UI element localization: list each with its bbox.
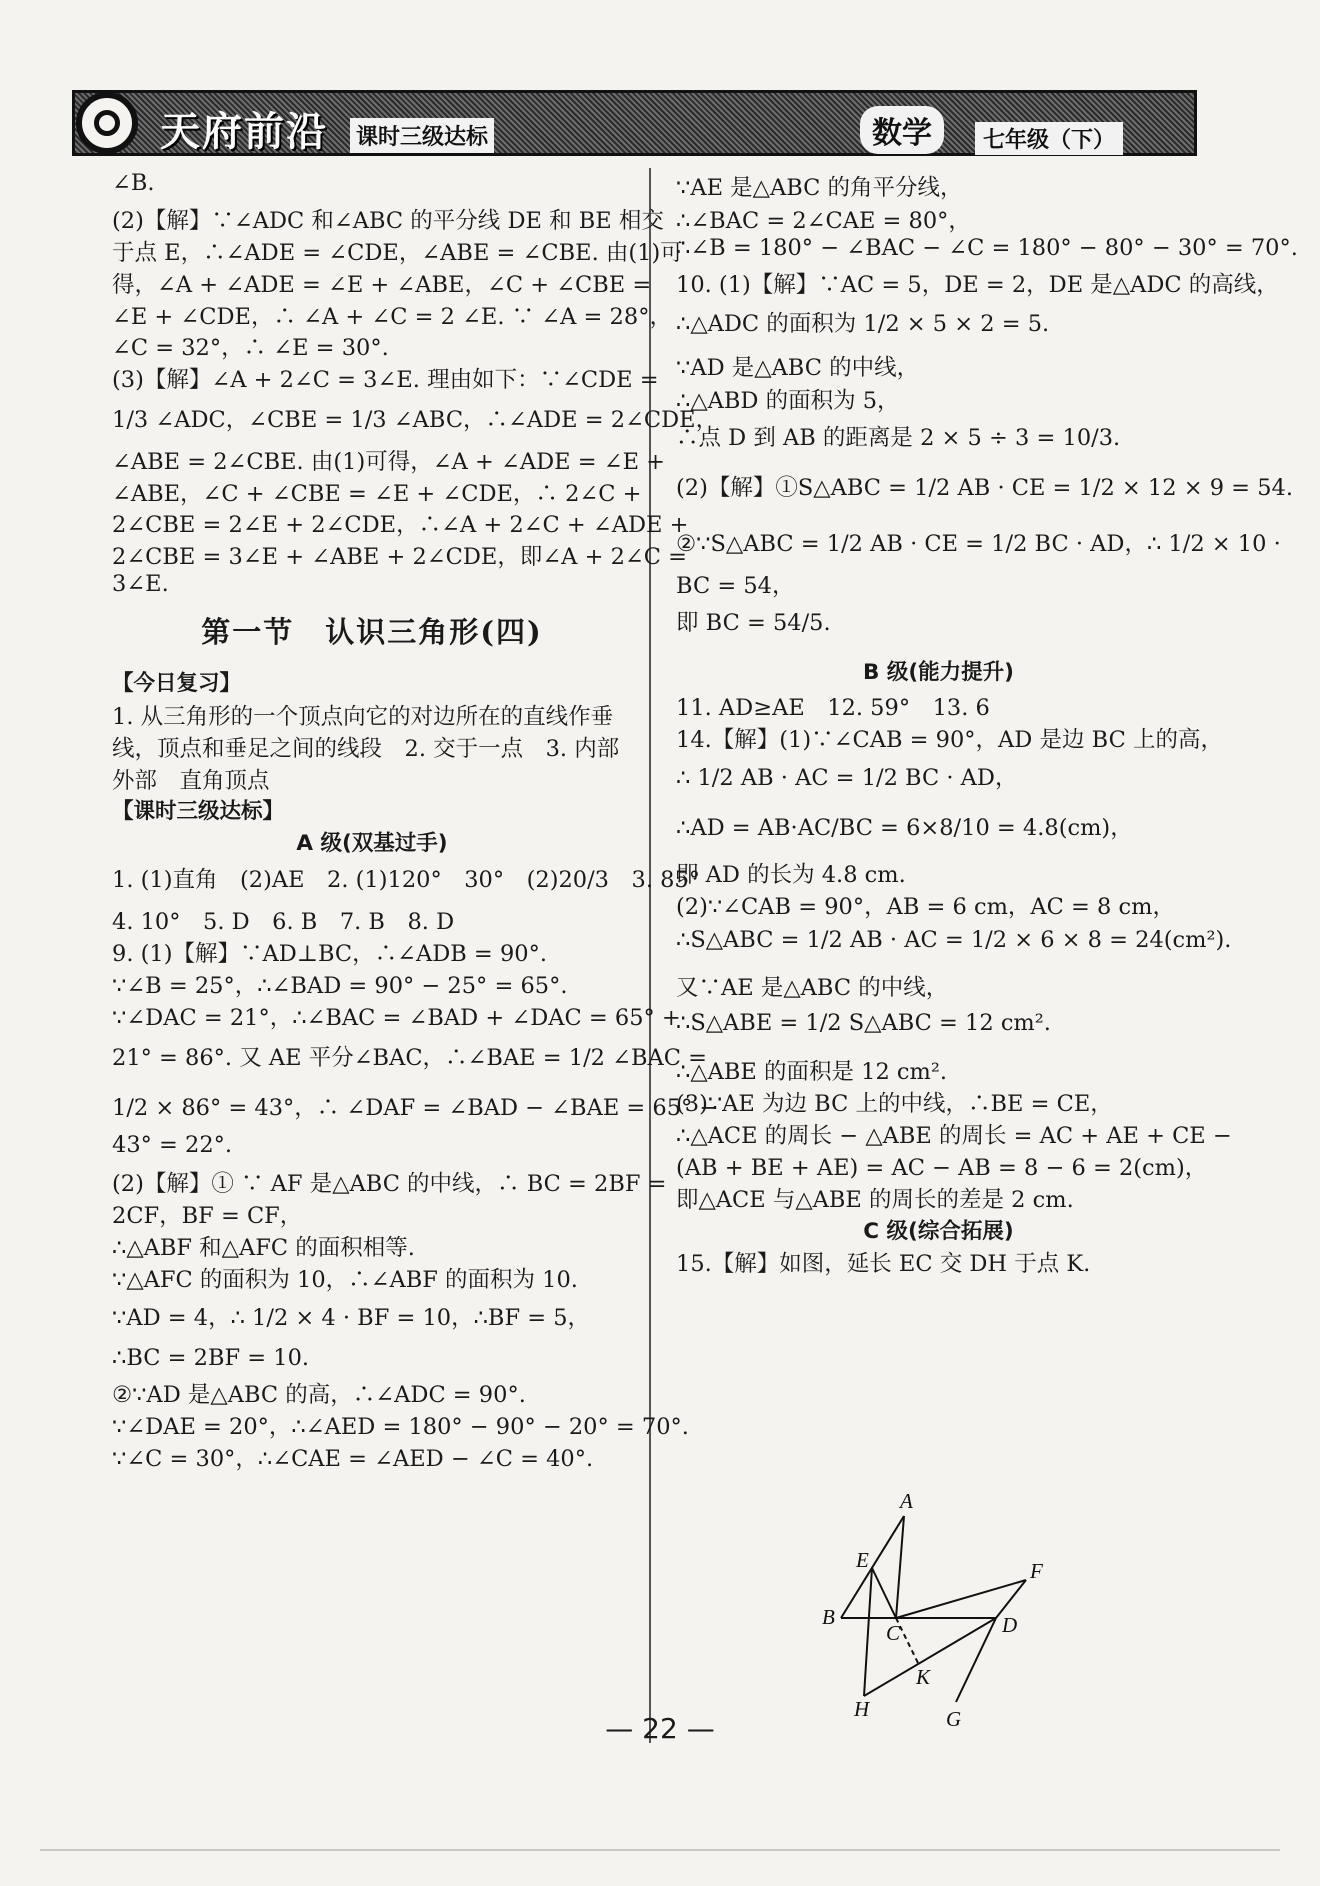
text-line: ∴△ABD 的面积为 5， — [676, 388, 900, 414]
text-line: ∴BC = 2BF = 10. — [112, 1345, 310, 1371]
text-line: 又∵AE 是△ABC 的中线， — [676, 975, 949, 1001]
text-line: ∵∠C = 30°，∴∠CAE = ∠AED − ∠C = 40°. — [112, 1446, 594, 1472]
text-line: 14.【解】(1)∵∠CAB = 90°，AD 是边 BC 上的高， — [676, 727, 1223, 753]
text-line: (AB + BE + AE) = AC − AB = 8 − 6 = 2(cm)， — [676, 1155, 1208, 1181]
geometry-figure — [816, 1486, 1066, 1736]
level-c-heading: C 级(综合拓展) — [863, 1219, 1014, 1244]
text-line: ∠B. — [112, 170, 155, 196]
point-label: H — [854, 1697, 870, 1721]
point-label: C — [886, 1621, 901, 1645]
text-line: (2)∵∠CAB = 90°，AB = 6 cm，AC = 8 cm， — [676, 894, 1175, 920]
text-line: ∴S△ABE = 1/2 S△ABC = 12 cm². — [676, 1010, 1051, 1036]
text-line: ∴ 1/2 AB · AC = 1/2 BC · AD， — [676, 765, 1018, 791]
text-line: 10. (1)【解】∵AC = 5，DE = 2，DE 是△ADC 的高线， — [676, 272, 1279, 298]
footer-rule — [40, 1849, 1280, 1851]
text-line: ∴∠BAC = 2∠CAE = 80°， — [676, 208, 971, 234]
text-line: ∵∠DAC = 21°，∴∠BAC = ∠BAD + ∠DAC = 65° + — [112, 1005, 681, 1031]
text-line: ∴AD = AB·AC/BC = 6×8/10 = 4.8(cm)， — [676, 815, 1133, 841]
point-label: E — [856, 1548, 869, 1572]
page-number: — 22 — — [605, 1712, 715, 1745]
text-line: 线，顶点和垂足之间的线段 2. 交于一点 3. 内部 — [112, 736, 620, 762]
text-line: ∴△ABF 和△AFC 的面积相等. — [112, 1235, 415, 1261]
brand-title: 天府前沿 — [160, 109, 328, 155]
text-line: 1/3 ∠ADC，∠CBE = 1/3 ∠ABC，∴∠ADE = 2∠CDE， — [112, 407, 719, 433]
text-line: 即△ACE 与△ABE 的周长的差是 2 cm. — [676, 1187, 1074, 1213]
point-label: A — [900, 1489, 913, 1513]
text-line: (2)【解】① ∵ AF 是△ABC 的中线，∴ BC = 2BF = — [112, 1171, 667, 1197]
text-line: 2∠CBE = 2∠E + 2∠CDE，∴∠A + 2∠C + ∠ADE + — [112, 512, 689, 538]
text-line: ∴点 D 到 AB 的距离是 2 × 5 ÷ 3 = 10/3. — [676, 425, 1121, 451]
text-line: ∵△AFC 的面积为 10，∴∠ABF 的面积为 10. — [112, 1267, 578, 1293]
section-title: 第一节 认识三角形(四) — [201, 615, 543, 649]
text-line: 外部 直角顶点 — [112, 768, 270, 794]
review-heading: 【今日复习】 — [112, 671, 242, 696]
text-line: ∵AD = 4，∴ 1/2 × 4 · BF = 10，∴BF = 5， — [112, 1305, 591, 1331]
level-a-heading: A 级(双基过手) — [296, 831, 448, 856]
text-line: ∴∠B = 180° − ∠BAC − ∠C = 180° − 80° − 30° = 70°. — [676, 235, 1298, 261]
level-b-heading: B 级(能力提升) — [862, 660, 1015, 685]
segment-ab — [841, 1516, 904, 1618]
segment-eh — [864, 1568, 872, 1696]
text-line: 15.【解】如图，延长 EC 交 DH 于点 K. — [676, 1251, 1091, 1277]
text-line: 1. 从三角形的一个顶点向它的对边所在的直线作垂 — [112, 704, 614, 730]
text-line: 21° = 86°. 又 AE 平分∠BAC，∴∠BAE = 1/2 ∠BAC = — [112, 1045, 707, 1071]
text-line: ∠E + ∠CDE，∴ ∠A + ∠C = 2 ∠E. ∵ ∠A = 28°， — [112, 304, 672, 330]
subject-label: 数学 — [860, 106, 944, 154]
text-line: ∠ABE = 2∠CBE. 由(1)可得，∠A + ∠ADE = ∠E + — [112, 449, 665, 475]
practice-heading: 【课时三级达标】 — [112, 799, 285, 824]
text-line: ∴S△ABC = 1/2 AB · AC = 1/2 × 6 × 8 = 24(cm²). — [676, 927, 1232, 953]
grade-label: 七年级（下） — [975, 122, 1123, 155]
text-line: 即 BC = 54/5. — [676, 610, 831, 636]
text-line: ②∵S△ABC = 1/2 AB · CE = 1/2 BC · AD，∴ 1/2 × 10 · — [676, 531, 1281, 557]
text-line: (3)【解】∠A + 2∠C = 3∠E. 理由如下：∵∠CDE = — [112, 367, 659, 393]
text-line: 即 AD 的长为 4.8 cm. — [676, 862, 906, 888]
text-line: 1. (1)直角 (2)AE 2. (1)120° 30° (2)20/3 3. 85° — [112, 867, 700, 893]
text-line: ②∵AD 是△ABC 的高，∴∠ADC = 90°. — [112, 1382, 526, 1408]
text-line: ∴△ACE 的周长 − △ABE 的周长 = AC + AE + CE − — [676, 1123, 1232, 1149]
target-logo-icon — [76, 92, 138, 154]
point-label: K — [916, 1665, 931, 1689]
series-title: 课时三级达标 — [350, 118, 494, 153]
text-line: ∵∠B = 25°，∴∠BAD = 90° − 25° = 65°. — [112, 973, 568, 999]
text-line: (2)【解】∵∠ADC 和∠ABC 的平分线 DE 和 BE 相交 — [112, 208, 664, 234]
point-label: G — [946, 1707, 962, 1731]
text-line: ∵AE 是△ABC 的角平分线， — [676, 175, 963, 201]
text-line: ∠C = 32°，∴ ∠E = 30°. — [112, 335, 389, 361]
text-line: 3∠E. — [112, 571, 169, 597]
point-label: B — [822, 1605, 835, 1629]
point-label: D — [1002, 1613, 1018, 1637]
text-line: 9. (1)【解】∵AD⊥BC，∴∠ADB = 90°. — [112, 941, 547, 967]
text-line: (3)∵AE 为边 BC 上的中线，∴BE = CE， — [676, 1091, 1113, 1117]
segment-ac — [896, 1516, 904, 1618]
text-line: ∴△ABE 的面积是 12 cm². — [676, 1059, 948, 1085]
text-line: 11. AD≥AE 12. 59° 13. 6 — [676, 695, 990, 721]
text-line: ∴△ADC 的面积为 1/2 × 5 × 2 = 5. — [676, 311, 1050, 337]
text-line: ∵∠DAE = 20°，∴∠AED = 180° − 90° − 20° = 70°. — [112, 1414, 689, 1440]
point-label: F — [1030, 1559, 1043, 1583]
text-line: ∵AD 是△ABC 的中线， — [676, 355, 920, 381]
text-line: (2)【解】①S△ABC = 1/2 AB · CE = 1/2 × 12 × 9 = 54. — [676, 475, 1293, 501]
text-line: ∠ABE，∠C + ∠CBE = ∠E + ∠CDE，∴ 2∠C + — [112, 481, 642, 507]
segment-ec — [872, 1568, 896, 1618]
text-line: 2∠CBE = 3∠E + ∠ABE + 2∠CDE，即∠A + 2∠C = — [112, 544, 687, 570]
text-line: 1/2 × 86° = 43°，∴ ∠DAF = ∠BAD − ∠BAE = 65° − — [112, 1095, 719, 1121]
text-line: 得，∠A + ∠ADE = ∠E + ∠ABE，∠C + ∠CBE = — [112, 272, 652, 298]
text-line: 于点 E，∴∠ADE = ∠CDE，∠ABE = ∠CBE. 由(1)可 — [112, 240, 683, 266]
text-line: 2CF，BF = CF， — [112, 1203, 303, 1229]
text-line: 4. 10° 5. D 6. B 7. B 8. D — [112, 909, 455, 935]
text-line: 43° = 22°. — [112, 1132, 233, 1158]
text-line: BC = 54， — [676, 573, 795, 599]
